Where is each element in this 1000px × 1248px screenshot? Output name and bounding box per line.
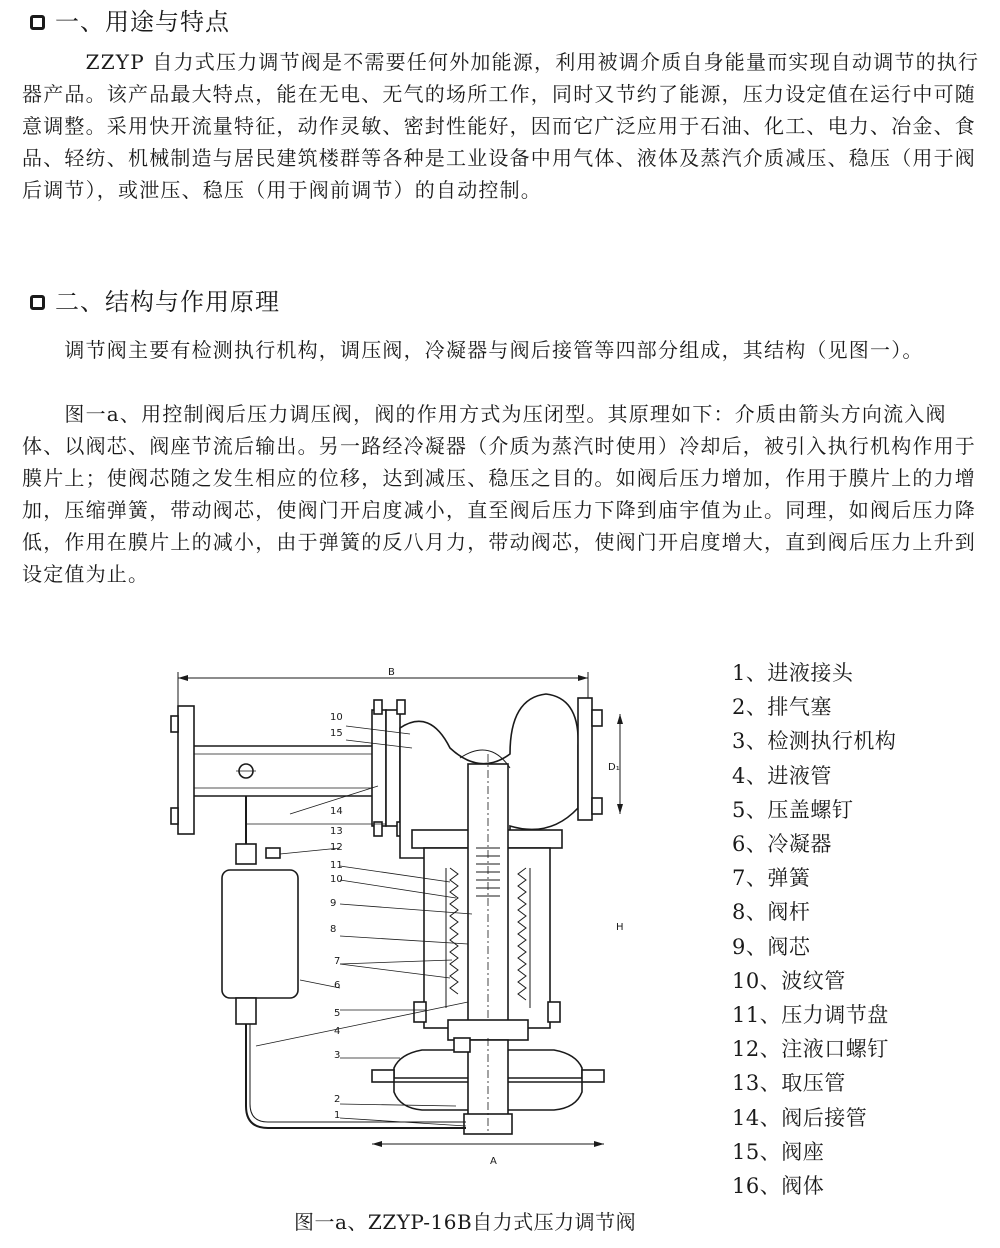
parts-list-item: 8、阀杆	[732, 900, 811, 925]
parts-list-item: 14、阀后接管	[732, 1105, 868, 1130]
callout-number: 5	[334, 1008, 341, 1019]
callout-number: 10	[330, 712, 343, 723]
dim-a-label: A	[490, 1156, 497, 1167]
parts-list-item: 9、阀芯	[732, 934, 811, 959]
callout-number: 4	[334, 1026, 341, 1037]
usage-paragraph: ZZYP 自力式压力调节阀是不需要任何外加能源，利用被调介质自身能量而实现自动调节的执行器产品。该产品最大特点，能在无电、无气的场所工作，同时又节约了能源，压力设定值在运行中可随意调整。采用快开流量特征，动作灵敏、密封性能好，因而它广泛应用于石油、化工、电力、冶金、食品、轻纺、机械制造与居民建筑楼群等各种是工业设备中用气体、液体及蒸汽介质减压、稳压（用于阀后调节），或泄压、稳压（用于阀前调节）的自动控制。	[22, 50, 980, 202]
section-heading-text: 二、结构与作用原理	[55, 288, 280, 316]
callout-number: 15	[330, 728, 343, 739]
parts-list	[732, 656, 896, 1203]
square-bullet-icon	[30, 15, 45, 30]
dim-b-label: B	[388, 667, 395, 678]
parts-list-item: 12、注液口螺钉	[732, 1037, 889, 1062]
parts-list-item: 7、弹簧	[732, 866, 811, 891]
parts-list-item: 13、取压管	[732, 1071, 846, 1096]
parts-list-item: 1、进液接头	[732, 661, 854, 685]
valve-diagram	[150, 658, 630, 1198]
parts-list-item: 5、压盖螺钉	[732, 797, 854, 822]
callout-number: 1	[334, 1110, 341, 1121]
parts-list-item: 16、阀体	[732, 1174, 825, 1199]
section-heading-usage	[30, 4, 230, 40]
callout-number: 8	[330, 924, 337, 935]
structure-paragraph: 调节阀主要有检测执行机构，调压阀，冷凝器与阀后接管等四部分组成，其结构（见图一）。	[22, 338, 924, 362]
callout-number: 6	[334, 980, 341, 991]
parts-list-item: 15、阀座	[732, 1139, 825, 1164]
parts-list-item: 11、压力调节盘	[732, 1003, 889, 1028]
parts-list-item: 6、冷凝器	[732, 832, 832, 857]
callout-number: 2	[334, 1094, 341, 1105]
callout-number: 12	[330, 842, 343, 853]
figure-caption: 图一a、ZZYP-16B自力式压力调节阀	[294, 1210, 637, 1234]
dim-h-label: H	[616, 922, 624, 933]
valve-drawing	[150, 658, 630, 1198]
callout-number: 9	[330, 898, 337, 909]
parts-list-item: 10、波纹管	[732, 968, 846, 993]
parts-list-item: 3、检测执行机构	[732, 729, 897, 754]
callout-number: 7	[334, 956, 341, 967]
parts-list-item: 4、进液管	[732, 763, 832, 788]
callout-number: 10	[330, 874, 343, 885]
square-bullet-icon	[30, 295, 45, 310]
section-heading-text: 一、用途与特点	[55, 8, 230, 36]
principle-paragraph: 图一a、用控制阀后压力调压阀，阀的作用方式为压闭型。其原理如下：介质由箭头方向流入阀体、以阀芯、阀座节流后输出。另一路经冷凝器（介质为蒸汽时使用）冷却后，被引入执行机构作用于膜片上；使阀芯随之发生相应的位移，达到减压、稳压之目的。如阀后压力增加，作用于膜片上的力增加，压缩弹簧，带动阀芯，使阀门开启度减小，直至阀后压力下降到庙宇值为止。同理，如阀后压力降低，作用在膜片上的减小，由于弹簧的反八月力，带动阀芯，使阀门开启度增大，直到阀后压力上升到设定值为止。	[22, 402, 976, 586]
section-heading-structure	[30, 284, 280, 320]
callout-number: 11	[330, 860, 343, 871]
callout-number: 3	[334, 1050, 341, 1061]
dim-d1-label: D₁	[608, 762, 620, 773]
callout-number: 13	[330, 826, 343, 837]
callout-number: 14	[330, 806, 343, 817]
parts-list-item: 2、排气塞	[732, 695, 832, 720]
